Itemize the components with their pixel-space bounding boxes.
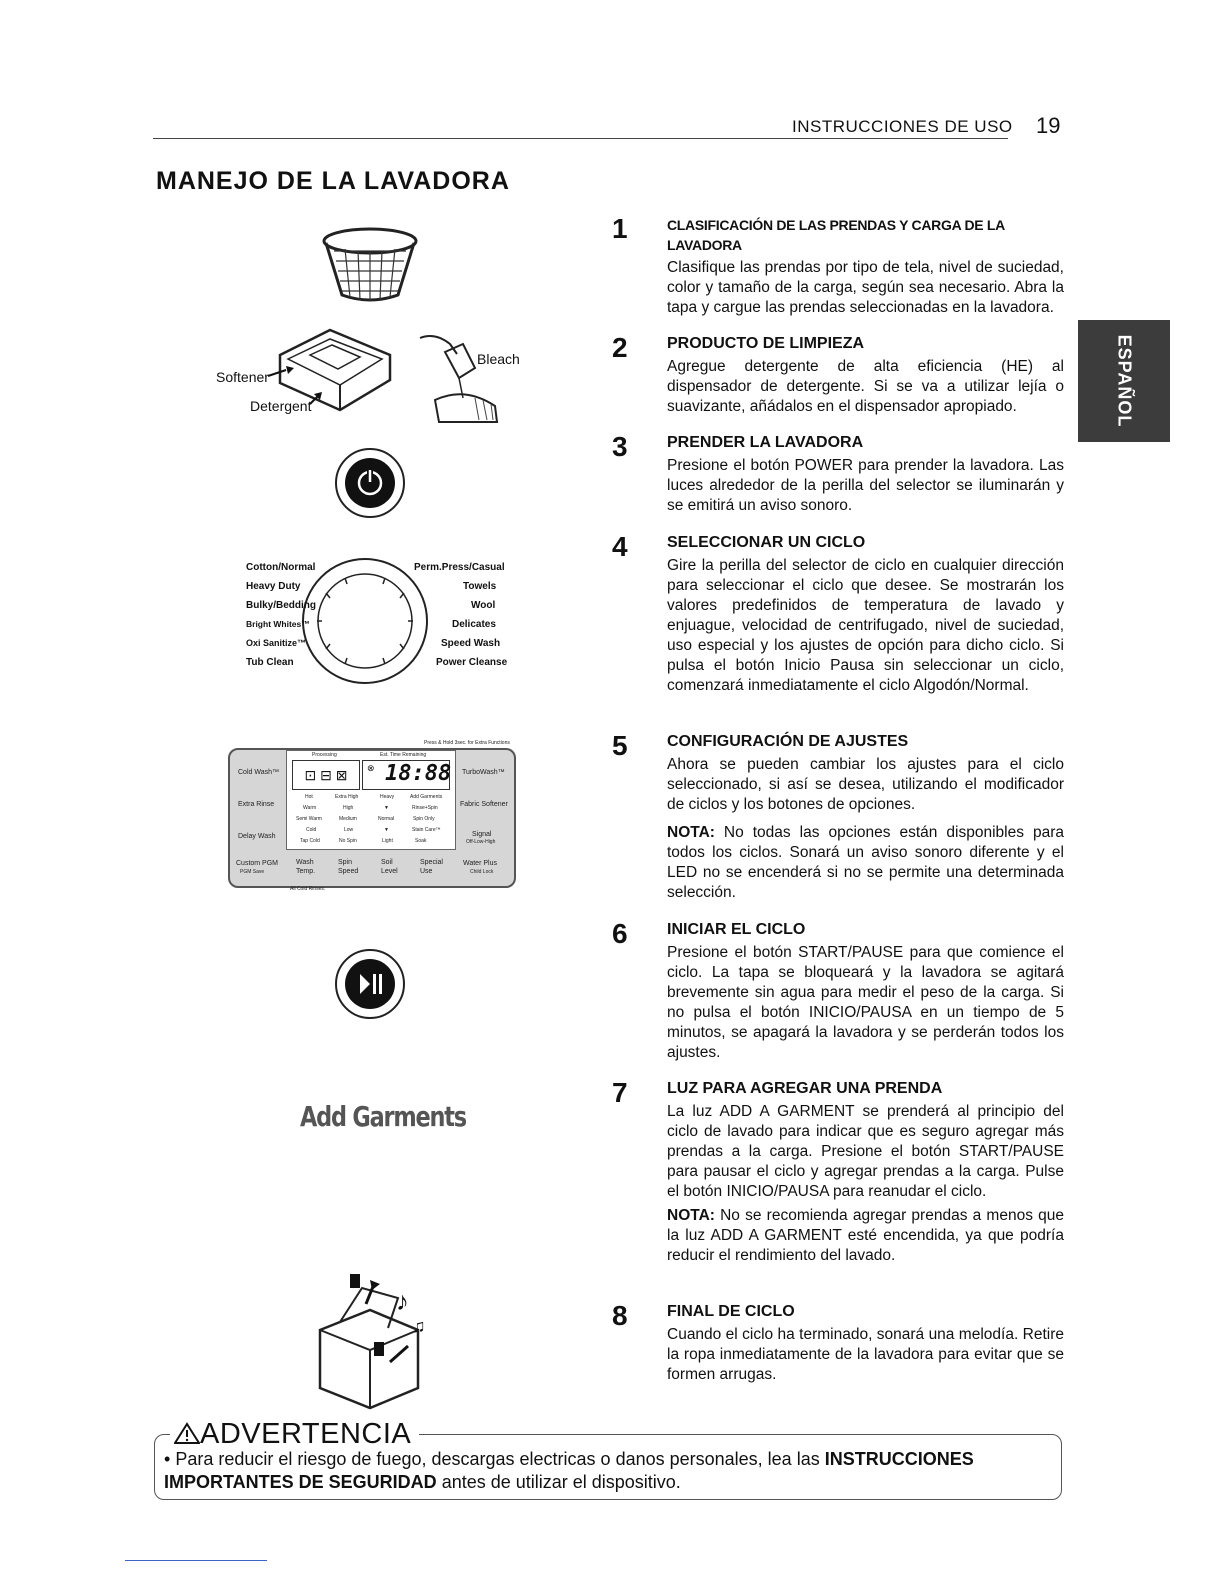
step-heading: LUZ PARA AGREGAR UNA PRENDA (667, 1080, 943, 1097)
warning-text-before: Para reducir el riesgo de fuego, descargas electricas o danos personales, lea las (175, 1449, 825, 1469)
note-text: No todas las opciones están disponibles para todos los ciclos. Sonará un aviso sonoro diferente y el LED no se encenderá si no se permite una determinada selección. (667, 824, 1064, 901)
page-title: MANEJO DE LA LAVADORA (156, 167, 510, 195)
grid-cell: Extra High (335, 794, 359, 800)
grid-cell: Semi Warm (296, 816, 322, 822)
panel-bottom-button: Custom PGM (236, 860, 279, 867)
detergent-label: Detergent (250, 398, 312, 414)
panel-custom-sub: PGM Save (240, 869, 265, 875)
panel-processing-label: Processing (312, 752, 337, 758)
step-body: Clasifique las prendas por tipo de tela, nivel de suciedad, color y tamaño de la carga, según sea necesario. Abra la tapa y cargue las prendas seleccionadas en la lavadora. (667, 259, 1064, 316)
grid-cell: Rinse+Spin (412, 805, 438, 811)
step-number: 2 (612, 332, 628, 363)
bullet-icon: • (164, 1449, 171, 1469)
warning-text-bold: INSTRUCCIONES IMPORTANTES DE SEGURIDAD (164, 1449, 974, 1492)
header-divider (153, 138, 1008, 139)
grid-cell: ▼ (384, 827, 389, 833)
softener-label: Softener (216, 369, 269, 385)
step-heading: PRODUCTO DE LIMPIEZA (667, 335, 865, 352)
grid-cell: Low (344, 827, 354, 833)
panel-signal-sub: Off-Low-High (466, 839, 496, 845)
step-note (667, 823, 1064, 903)
panel-left-button: Cold Wash™ (238, 769, 279, 776)
step-heading: SELECCIONAR UN CICLO (667, 534, 866, 551)
step-number: 5 (612, 730, 628, 761)
laundry-basket-icon (320, 225, 420, 305)
svg-text:♫: ♫ (412, 1316, 426, 1336)
grid-cell: Normal (378, 816, 395, 822)
step-7 (612, 1079, 1064, 1266)
washer-add-garment-icon (300, 1270, 440, 1410)
grid-cell: Medium (339, 816, 357, 822)
step-number: 8 (612, 1300, 628, 1331)
warning-triangle-icon (174, 1422, 200, 1444)
step-heading: CLASIFICACIÓN DE LAS PRENDAS Y CARGA DE LA LAVADORA (667, 217, 1005, 253)
step-2 (612, 334, 1064, 417)
step-body: Presione el botón POWER para prender la lavadora. Las luces alrededor de la perilla del selector se iluminarán y se emitirá un aviso sonoro. (667, 457, 1064, 514)
grid-cell: Cold (306, 827, 317, 833)
panel-bottom-button: Soil Level (381, 859, 398, 875)
time-readout: 18:88 (385, 761, 452, 786)
step-note (667, 1206, 1064, 1266)
cycle-status-icons: ⊡ ⊟ ⊠ (292, 760, 360, 790)
step-number: 1 (612, 213, 628, 244)
step-heading: FINAL DE CICLO (667, 1303, 795, 1320)
dial-right-label: Speed Wash (441, 638, 501, 649)
step-6 (612, 920, 1064, 1063)
grid-cell: Soak (415, 838, 427, 844)
page-number: 19 (1036, 113, 1061, 138)
step-number: 4 (612, 531, 628, 562)
grid-cell: ▼ (384, 805, 389, 811)
panel-water-sub: Child Lock (470, 869, 494, 875)
add-garments-label: Add Garments (300, 1100, 466, 1133)
panel-bottom-button: Water Plus (463, 860, 497, 867)
panel-bottom-button: Spin Speed (338, 859, 359, 875)
step-number: 3 (612, 431, 628, 462)
grid-cell: High (343, 805, 354, 811)
note-label: NOTA: (667, 824, 715, 841)
step-body: Agregue detergente de alta eficiencia (HE) al dispensador de detergente. Si se va a utilizar lejía o suavizante, añádalos en el dispensador apropiado. (667, 358, 1064, 415)
warning-title-text: ADVERTENCIA (200, 1418, 412, 1450)
step-8 (612, 1302, 1064, 1385)
panel-right-button: TurboWash™ (462, 769, 505, 776)
language-tab-label: ESPAÑOL (1114, 334, 1135, 428)
warning-text (164, 1448, 1044, 1494)
dial-right-label: Wool (471, 600, 496, 611)
dial-right-label: Perm.Press/Casual (414, 562, 505, 573)
panel-bottom-button: Wash Temp. (296, 859, 316, 875)
panel-right-button: Fabric Softener (460, 801, 508, 808)
step-number: 7 (612, 1077, 628, 1108)
lock-icon: ⊗ (367, 763, 375, 773)
dial-left-label: Bulky/Bedding (246, 600, 317, 611)
grid-cell: Stain Care™ (412, 827, 441, 833)
step-heading: CONFIGURACIÓN DE AJUSTES (667, 733, 909, 750)
grid-cell: Hot (305, 794, 313, 800)
time-display (362, 760, 450, 790)
footer-line (125, 1560, 267, 1561)
panel-top-note: Press & Hold 3sec. for Extra Functions (424, 740, 510, 746)
warning-title (170, 1418, 419, 1451)
step-heading: PRENDER LA LAVADORA (667, 434, 864, 451)
pointer-arrows-icon (266, 362, 326, 412)
step-3 (612, 433, 1064, 516)
note-text: No se recomienda agregar prendas a menos que la luz ADD A GARMENT esté encendida, ya que podría reducir el rendimiento del lavado. (667, 1207, 1064, 1264)
step-heading: INICIAR EL CICLO (667, 921, 806, 938)
dial-left-label: Bright Whites™ (246, 619, 310, 629)
step-5 (612, 732, 1064, 903)
power-button-icon (334, 447, 406, 519)
grid-cell: Spin Only (413, 816, 435, 822)
dial-left-label: Cotton/Normal (246, 562, 316, 573)
panel-left-button: Extra Rinse (238, 801, 275, 808)
dial-left-label: Tub Clean (246, 657, 294, 668)
grid-cell: No Spin (339, 838, 357, 844)
step-body: La luz ADD A GARMENT se prenderá al principio del ciclo de lavado para indicar que es seguro agregar más prendas a la carga. Presione el botón START/PAUSE para pausar el ciclo y agregar prendas a la carga. Pulse el botón INICIO/PAUSA para reanudar el ciclo. (667, 1103, 1064, 1200)
bleach-label: Bleach (477, 351, 520, 367)
panel-bottom-button: Special Use (420, 859, 443, 875)
step-body: Presione el botón START/PAUSE para que comience el ciclo. La tapa se bloqueará y la lavadora se agitará brevemente sin agua para medir el peso de la carga. Si no pulsa el botón INICIO/PAUSA en un tiempo de 5 minutos, se apagará la lavadora y se perderán todos los ajustes. (667, 944, 1064, 1061)
svg-text:♪: ♪ (396, 1286, 409, 1316)
panel-right-button: Signal (472, 831, 492, 838)
cycle-selector-dial (290, 556, 440, 686)
dial-left-label: Oxi Sanitize™ (246, 638, 307, 648)
panel-left-button: Delay Wash (238, 833, 276, 840)
header-section-title: INSTRUCCIONES DE USO (792, 117, 1013, 136)
dial-right-label: Delicates (452, 619, 496, 630)
warning-text-after: antes de utilizar el dispositivo. (436, 1472, 681, 1492)
dial-left-label: Heavy Duty (246, 581, 301, 592)
dial-right-label: Towels (463, 581, 497, 592)
note-label: NOTA: (667, 1207, 715, 1224)
step-body: Cuando el ciclo ha terminado, sonará una melodía. Retire la ropa inmediatamente de la lavadora para evitar que se formen arrugas. (667, 1326, 1064, 1383)
grid-cell: Heavy (380, 794, 395, 800)
step-number: 6 (612, 918, 628, 949)
panel-est-time-label: Est. Time Remaining (380, 752, 427, 758)
bleach-pour-icon (415, 330, 505, 425)
grid-cell: Warm (303, 805, 317, 811)
step-body: Gire la perilla del selector de ciclo en cualquier dirección para seleccionar el ciclo que desee. Se mostrarán los valores predefinidos de temperatura de lavado y enjuague, velocidad de centrifugado, nivel de suciedad, uso especial y los ajustes de opción para dicho ciclo. Si pulsa el botón Inicio Pausa sin seleccionar un ciclo, comenzará inmediatamente el ciclo Algodón/Normal. (667, 557, 1064, 694)
grid-cell: Add Garments (410, 794, 443, 800)
grid-cell: Light (382, 838, 393, 844)
step-1 (612, 215, 1064, 318)
dial-right-label: Power Cleanse (436, 657, 508, 668)
language-tab (1078, 320, 1170, 442)
start-pause-button-icon (334, 948, 406, 1020)
step-body: Ahora se pueden cambiar los ajustes para el ciclo seleccionado, si así se desea, utilizando el modificador de ciclos y los botones de opciones. (667, 756, 1064, 813)
panel-footnote: All Cold Rinses. (290, 886, 326, 892)
step-4 (612, 533, 1064, 696)
grid-cell: Tap Cold (300, 838, 320, 844)
